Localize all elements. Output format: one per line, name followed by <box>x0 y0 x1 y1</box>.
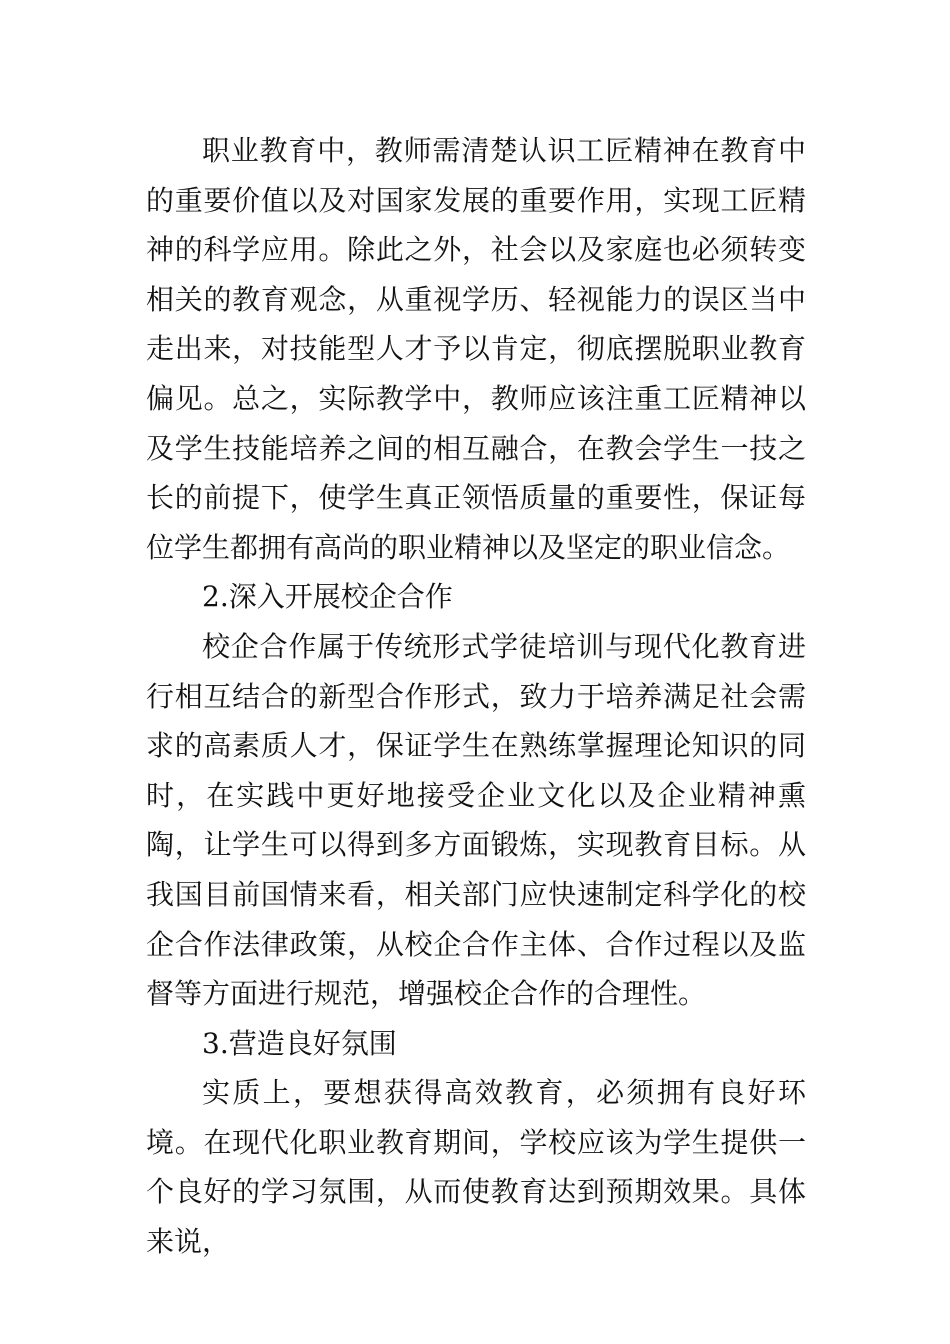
section-heading-school-enterprise: 2.深入开展校企合作 <box>202 580 453 614</box>
document-body <box>146 126 806 1267</box>
paragraph-craftsman-spirit: 职业教育中，教师需清楚认识工匠精神在教育中的重要价值以及对国家发展的重要作用，实现工匠精神的科学应用。除此之外，社会以及家庭也必须转变相关的教育观念，从重视学历、轻视能力的误区当中走出来，对技能型人才予以肯定，彻底摆脱职业教育偏见。总之，实际教学中，教师应该注重工匠精神以及学生技能培养之间的相互融合，在教会学生一技之长的前提下，使学生真正领悟质量的重要性，保证每位学生都拥有高尚的职业精神以及坚定的职业信念。 <box>146 134 806 564</box>
section-heading-atmosphere: 3.营造良好氛围 <box>202 1026 397 1060</box>
paragraph-atmosphere: 实质上，要想获得高效教育，必须拥有良好环境。在现代化职业教育期间，学校应该为学生提供一个良好的学习氛围，从而使教育达到预期效果。具体来说， <box>146 1076 806 1259</box>
paragraph-school-enterprise: 校企合作属于传统形式学徒培训与现代化教育进行相互结合的新型合作形式，致力于培养满足社会需求的高素质人才，保证学生在熟练掌握理论知识的同时，在实践中更好地接受企业文化以及企业精神熏陶，让学生可以得到多方面锻炼，实现教育目标。从我国目前国情来看，相关部门应快速制定科学化的校企合作法律政策，从校企合作主体、合作过程以及监督等方面进行规范，增强校企合作的合理性。 <box>146 629 806 1011</box>
